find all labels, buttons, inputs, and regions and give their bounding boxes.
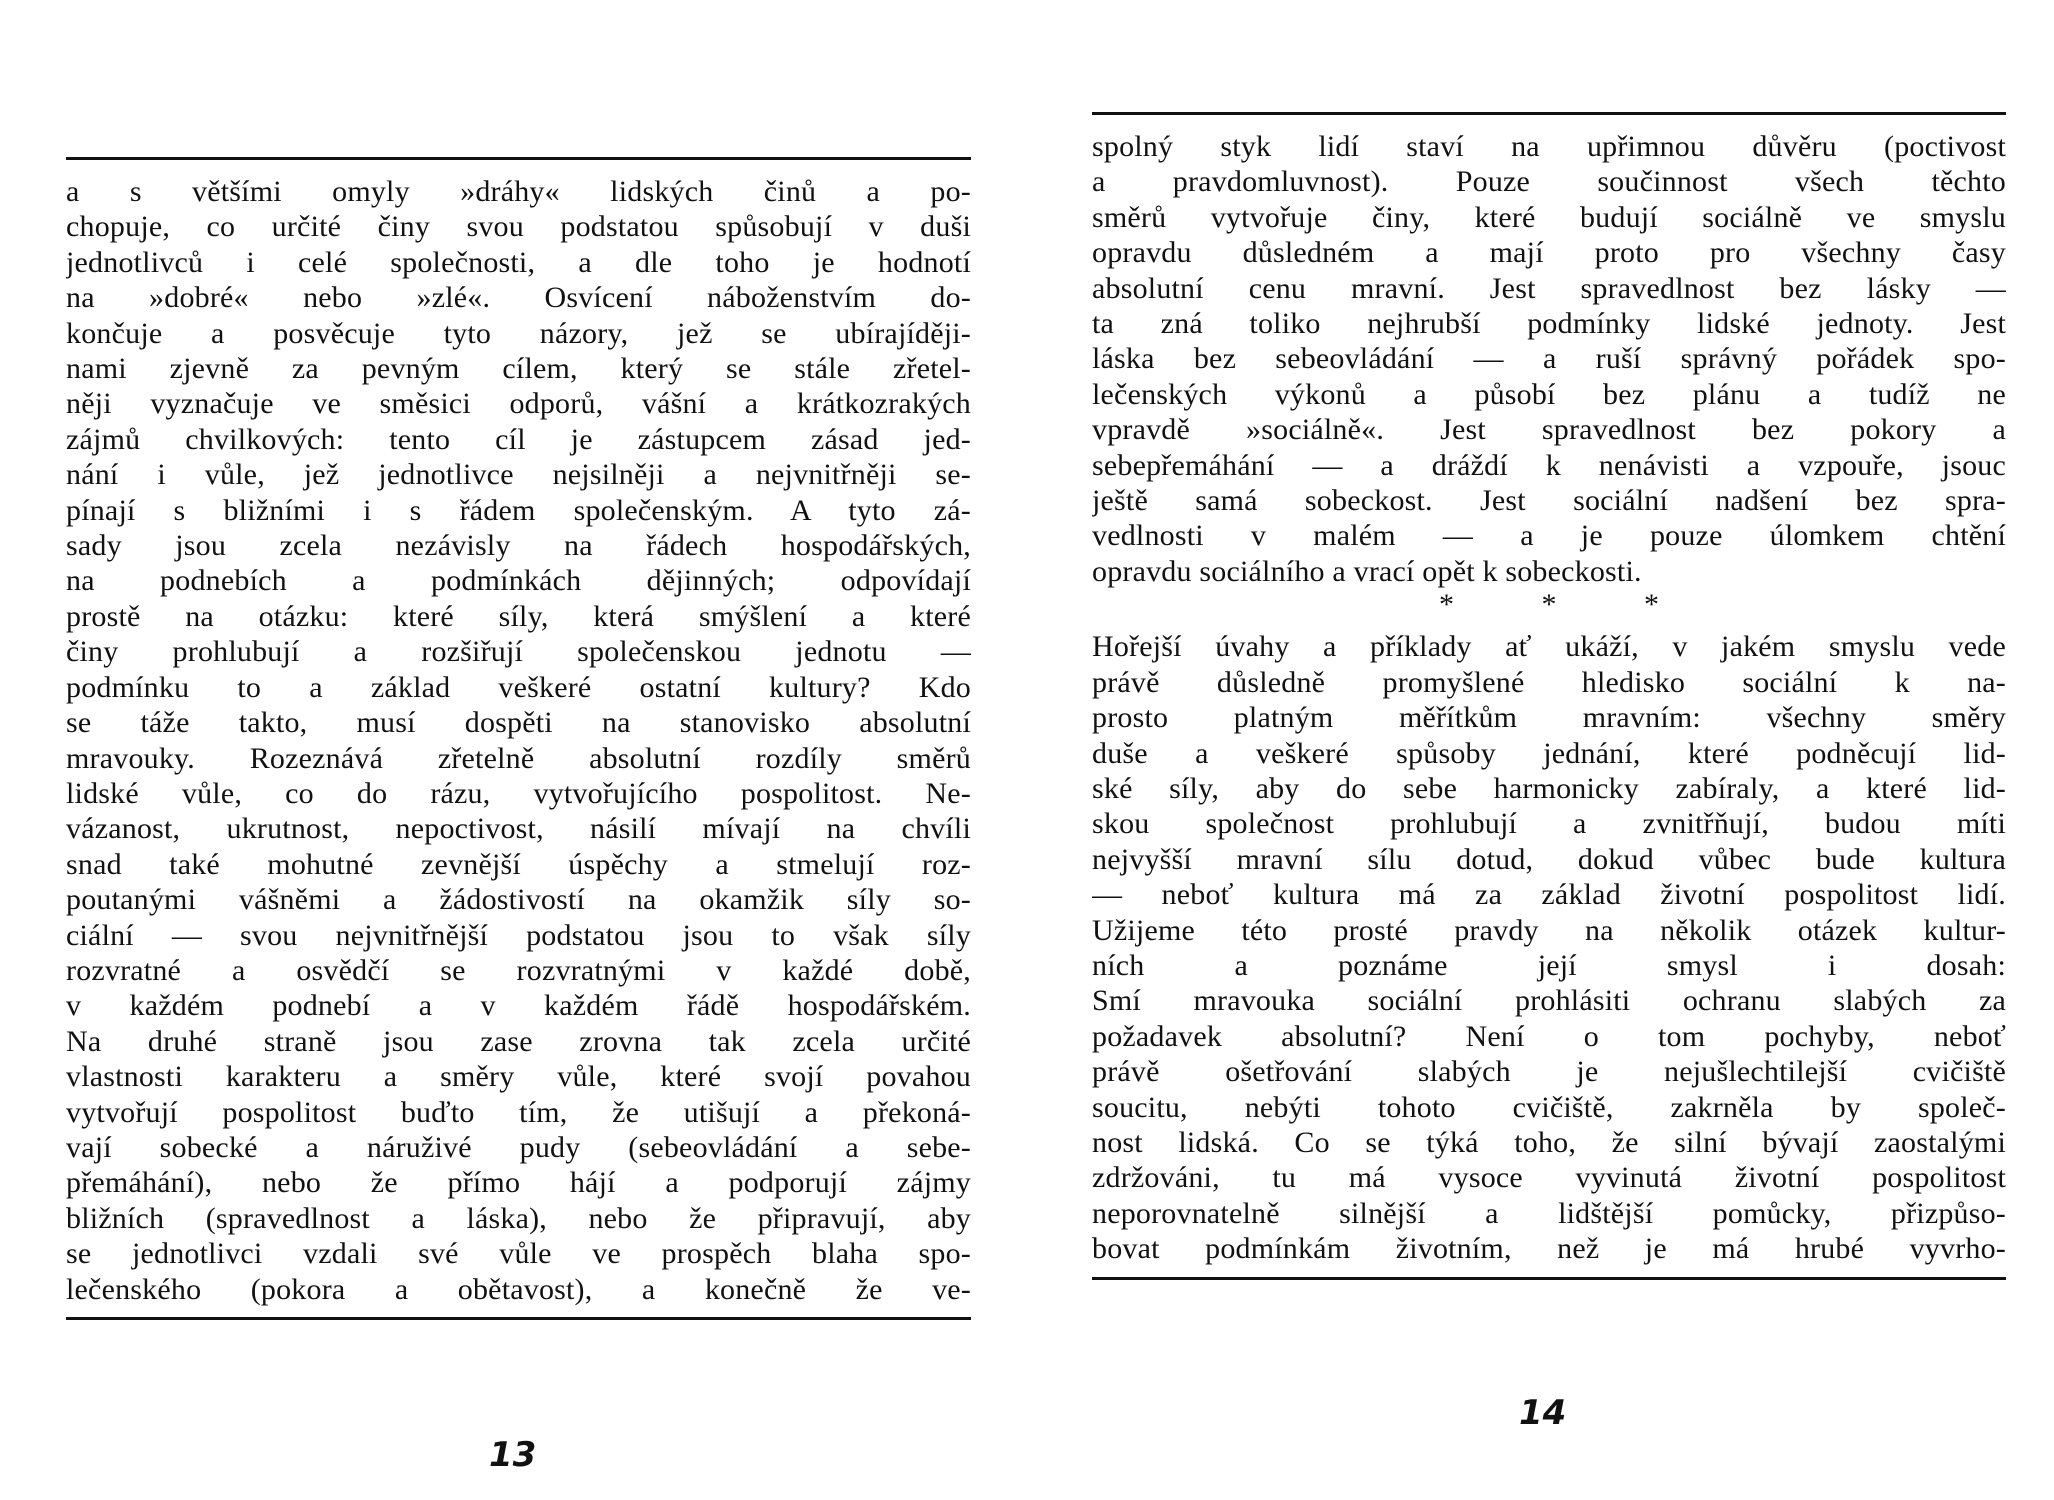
top-rule bbox=[1092, 112, 2006, 115]
text-line: vázanost, ukrutnost, nepoctivost, násilí mívají na chvíli bbox=[66, 812, 971, 846]
paragraph-continued bbox=[1092, 129, 2006, 589]
text-line: ních a poznáme její smysl i dosah: bbox=[1092, 948, 2006, 982]
text-line: na »dobré« nebo »zlé«. Osvícení náboženstvím do- bbox=[66, 281, 971, 315]
text-line: na podnebích a podmínkách dějinných; odpovídají bbox=[66, 564, 971, 598]
text-line: rozvratné a osvědčí se rozvratnými v každé době, bbox=[66, 953, 971, 987]
text-line: zdržováni, tu má vysoce vyvinutá životní pospolitost bbox=[1092, 1161, 2006, 1195]
bottom-rule bbox=[1092, 1277, 2006, 1280]
paragraph bbox=[1092, 629, 2006, 1266]
text-line: v každém podnebí a v každém řádě hospodářském. bbox=[66, 989, 971, 1023]
text-line: pínají s bližními i s řádem společenským. A tyto zá- bbox=[66, 493, 971, 527]
text-line: spolný styk lidí staví na upřimnou důvěru (poctivost bbox=[1092, 130, 2006, 163]
text-line: bovat podmínkám životním, než je má hrubé vyvrho- bbox=[1092, 1232, 2006, 1266]
text-line: láska bez sebeovládání — a ruší správný pořádek spo- bbox=[1092, 342, 2006, 376]
page-number-right: 14 bbox=[1519, 1393, 1567, 1433]
text-line: lečenského (pokora a obětavost), a konečně že ve- bbox=[66, 1272, 971, 1306]
text-line: skou společnost prohlubují a zvnitřňují, budou míti bbox=[1092, 807, 2006, 841]
section-break: * * * bbox=[1439, 588, 1699, 622]
text-line: jednotlivců i celé společnosti, a dle toho je hodnotí bbox=[66, 245, 971, 279]
text-line: lečenských výkonů a působí bez plánu a tudíž ne bbox=[1092, 377, 2006, 411]
text-line: činy prohlubují a rozšiřují společenskou jednotu — bbox=[66, 635, 971, 669]
text-line: prostě na otázku: které síly, která smýšlení a které bbox=[66, 599, 971, 633]
text-line: chopuje, co určité činy svou podstatou spůsobují v duši bbox=[66, 210, 971, 244]
text-line: ské síly, aby do sebe harmonicky zabíraly, a které lid- bbox=[1092, 771, 2006, 805]
text-line: a pravdomluvnost). Pouze součinnost všech těchto bbox=[1092, 165, 2006, 199]
text-line: vpravdě »sociálně«. Jest spravedlnost bez pokory a bbox=[1092, 413, 2006, 447]
text-line: požadavek absolutní? Není o tom pochyby, neboť bbox=[1092, 1019, 2006, 1053]
text-line: vlastnosti karakteru a směry vůle, které svojí povahou bbox=[66, 1060, 971, 1094]
text-line: mravouky. Rozeznává zřetelně absolutní rozdíly směrů bbox=[66, 741, 971, 775]
text-line: opravdu důsledném a mají proto pro všechny časy bbox=[1092, 236, 2006, 270]
text-line: soucitu, nebýti tohoto cvičiště, zakrněla by společ- bbox=[1092, 1090, 2006, 1124]
text-line: bližních (spravedlnost a láska), nebo že připravují, aby bbox=[66, 1201, 971, 1235]
text-line: ještě samá sobeckost. Jest sociální nadšení bez spra- bbox=[1092, 484, 2006, 518]
right-page bbox=[1092, 112, 2006, 1280]
text-line: neporovnatelně silnější a lidštější pomůcky, přizpůso- bbox=[1092, 1196, 2006, 1230]
text-line: duše a veškeré spůsoby jednání, které podněcují lid- bbox=[1092, 736, 2006, 770]
left-text-column bbox=[66, 174, 971, 1307]
text-line: a s většími omyly »dráhy« lidských činů a po- bbox=[66, 175, 971, 208]
text-line: sebepřemáhání — a dráždí k nenávisti a vzpouře, jsouc bbox=[1092, 448, 2006, 482]
text-line: Na druhé straně jsou zase zrovna tak zcela určité bbox=[66, 1024, 971, 1058]
text-line: právě ošetřování slabých je nejušlechtilejší cvičiště bbox=[1092, 1055, 2006, 1089]
right-text-column bbox=[1092, 129, 2006, 1267]
text-line: něji vyznačuje ve směsici odporů, vášní a krátkozrakých bbox=[66, 387, 971, 421]
text-line: ta zná toliko nejhrubší podmínky lidské jednoty. Jest bbox=[1092, 307, 2006, 341]
text-line: opravdu sociálního a vrací opět k sobeckosti. bbox=[1092, 554, 1642, 588]
top-rule bbox=[66, 157, 971, 160]
text-line: Užijeme této prosté pravdy na několik otázek kultur- bbox=[1092, 913, 2006, 947]
text-line: nání i vůle, jež jednotlivce nejsilněji a nejvnitřněji se- bbox=[66, 458, 971, 492]
text-line: nejvyšší mravní sílu dotud, dokud vůbec bude kultura bbox=[1092, 842, 2006, 876]
text-line: se táže takto, musí dospěti na stanovisko absolutní bbox=[66, 706, 971, 740]
text-line: končuje a posvěcuje tyto názory, jež se ubírajíději- bbox=[66, 316, 971, 350]
text-line: směrů vytvořuje činy, které budují sociálně ve smyslu bbox=[1092, 200, 2006, 234]
text-line: nami zjevně za pevným cílem, který se stále zřetel- bbox=[66, 352, 971, 386]
text-line: podmínku to a základ veškeré ostatní kultury? Kdo bbox=[66, 670, 971, 704]
text-line: — neboť kultura má za základ životní pospolitost lidí. bbox=[1092, 878, 2006, 912]
text-line: zájmů chvilkových: tento cíl je zástupcem zásad jed- bbox=[66, 422, 971, 456]
text-line: lidské vůle, co do rázu, vytvořujícího pospolitost. Ne- bbox=[66, 776, 971, 810]
text-line: nost lidská. Co se týká toho, že silní bývají zaostalými bbox=[1092, 1125, 2006, 1159]
text-line: přemáhání), nebo že přímo hájí a podporují zájmy bbox=[66, 1166, 971, 1200]
bottom-rule bbox=[66, 1317, 971, 1320]
text-line: snad také mohutné zevnější úspěchy a stmelují roz- bbox=[66, 847, 971, 881]
text-line: právě důsledně promyšlené hledisko sociální k na- bbox=[1092, 665, 2006, 699]
text-line: vají sobecké a náruživé pudy (sebeovládání a sebe- bbox=[66, 1130, 971, 1164]
text-line: vytvořují pospolitost buďto tím, že utišují a překoná- bbox=[66, 1095, 971, 1129]
text-line: se jednotlivci vzdali své vůle ve prospěch blaha spo- bbox=[66, 1237, 971, 1271]
text-line: absolutní cenu mravní. Jest spravedlnost bez lásky — bbox=[1092, 271, 2006, 305]
text-line: sady jsou zcela nezávisly na řádech hospodářských, bbox=[66, 529, 971, 563]
text-line: Smí mravouka sociální prohlásiti ochranu slabých za bbox=[1092, 984, 2006, 1018]
text-line: prosto platným měřítkům mravním: všechny směry bbox=[1092, 701, 2006, 735]
text-line: poutanými vášněmi a žádostivostí na okamžik síly so- bbox=[66, 883, 971, 917]
text-line: vedlnosti v malém — a je pouze úlomkem chtění bbox=[1092, 519, 2006, 553]
left-page bbox=[66, 157, 971, 1320]
page-number-left: 13 bbox=[489, 1435, 537, 1475]
text-line: Hořejší úvahy a příklady ať ukáží, v jakém smyslu vede bbox=[1092, 630, 2006, 664]
text-line: ciální — svou nejvnitřnější podstatou jsou to však síly bbox=[66, 918, 971, 952]
